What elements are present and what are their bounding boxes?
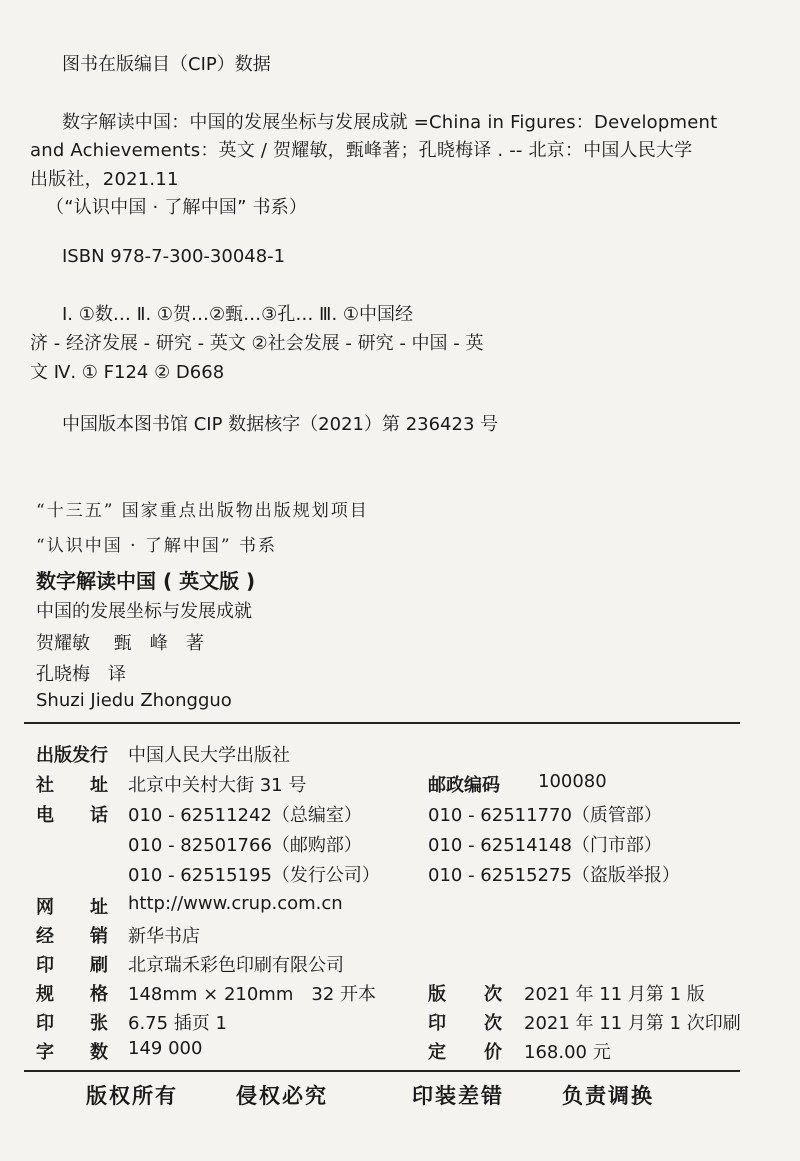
divider-top: [24, 722, 740, 724]
footer-infringement: 侵权必究: [236, 1083, 328, 1108]
series-name: “认识中国 · 了解中国” 书系: [36, 536, 277, 556]
printing-label-1: 印: [428, 1013, 446, 1034]
divider-bottom: [24, 1070, 740, 1072]
distributor-value: 新华书店: [128, 926, 200, 947]
isbn: ISBN 978-7-300-30048-1: [62, 246, 286, 267]
address-label-1: 社: [36, 775, 54, 796]
cip-line-3: 出版社，2021.11: [30, 169, 179, 190]
words-value: 149 000: [128, 1038, 203, 1059]
website-value: http://www.crup.com.cn: [128, 893, 343, 914]
price-value: 168.00 元: [524, 1042, 611, 1063]
phone-left-1: 010 - 62511242（总编室）: [128, 805, 362, 826]
sheets-label-1: 印: [36, 1013, 54, 1034]
publisher-label: 出版发行: [36, 745, 108, 766]
postcode-label: 邮政编码: [428, 775, 500, 796]
address-label-2: 址: [90, 775, 108, 796]
price-label-1: 定: [428, 1042, 446, 1063]
printing-value: 2021 年 11 月第 1 次印刷: [524, 1013, 741, 1034]
cip-number: 中国版本图书馆 CIP 数据核字（2021）第 236423 号: [62, 414, 499, 435]
spec-label-2: 格: [90, 984, 108, 1005]
book-translator: 孔晓梅 译: [36, 664, 126, 685]
words-label-2: 数: [90, 1042, 108, 1063]
phone-right-1: 010 - 62511770（质管部）: [428, 805, 662, 826]
distributor-label-2: 销: [90, 926, 108, 947]
book-pinyin: Shuzi Jiedu Zhongguo: [36, 690, 232, 711]
postcode-value: 100080: [538, 771, 607, 792]
printer-value: 北京瑞禾彩色印刷有限公司: [128, 955, 344, 976]
phone-label-2: 话: [90, 805, 108, 826]
printer-label-2: 刷: [90, 955, 108, 976]
words-label-1: 字: [36, 1042, 54, 1063]
website-label-2: 址: [90, 897, 108, 918]
spec-label-1: 规: [36, 984, 54, 1005]
phone-label-1: 电: [36, 805, 54, 826]
spec-value: 148mm × 210mm 32 开本: [128, 984, 377, 1005]
edition-label-1: 版: [428, 984, 446, 1005]
cip-line-1: 数字解读中国：中国的发展坐标与发展成就 =China in Figures：Development: [62, 112, 718, 133]
plan-project: “十三五” 国家重点出版物出版规划项目: [36, 501, 369, 521]
address-value: 北京中关村大街 31 号: [128, 775, 307, 796]
cip-heading: 图书在版编目（CIP）数据: [62, 54, 271, 75]
publisher-value: 中国人民大学出版社: [128, 745, 290, 766]
book-authors: 贺耀敏 甄 峰 著: [36, 633, 204, 654]
footer-print-error: 印装差错: [412, 1083, 504, 1108]
printing-label-2: 次: [484, 1013, 502, 1034]
phone-right-3: 010 - 62515275（盗版举报）: [428, 865, 680, 886]
price-label-2: 价: [484, 1042, 502, 1063]
cip-line-2: and Achievements：英文 / 贺耀敏，甄峰著；孔晓梅译 . -- 北京：中国人民大学: [30, 140, 693, 161]
phone-right-2: 010 - 62514148（门市部）: [428, 835, 662, 856]
sheets-value: 6.75 插页 1: [128, 1013, 227, 1034]
footer-copyright: 版权所有: [86, 1083, 178, 1108]
printer-label-1: 印: [36, 955, 54, 976]
phone-left-2: 010 - 82501766（邮购部）: [128, 835, 362, 856]
phone-left-3: 010 - 62515195（发行公司）: [128, 865, 380, 886]
classification-line-2: 济 - 经济发展 - 研究 - 英文 ②社会发展 - 研究 - 中国 - 英: [30, 333, 484, 354]
classification-line-3: 文 Ⅳ. ① F124 ② D668: [30, 362, 225, 383]
footer-exchange: 负责调换: [562, 1083, 654, 1108]
cip-line-4: （“认识中国 · 了解中国” 书系）: [46, 197, 308, 218]
book-subtitle: 中国的发展坐标与发展成就: [36, 601, 252, 622]
distributor-label-1: 经: [36, 926, 54, 947]
website-label-1: 网: [36, 897, 54, 918]
classification-line-1: Ⅰ. ①数… Ⅱ. ①贺…②甄…③孔… Ⅲ. ①中国经: [62, 304, 414, 325]
edition-value: 2021 年 11 月第 1 版: [524, 984, 705, 1005]
edition-label-2: 次: [484, 984, 502, 1005]
sheets-label-2: 张: [90, 1013, 108, 1034]
book-title: 数字解读中国 ( 英文版 ): [36, 569, 256, 593]
